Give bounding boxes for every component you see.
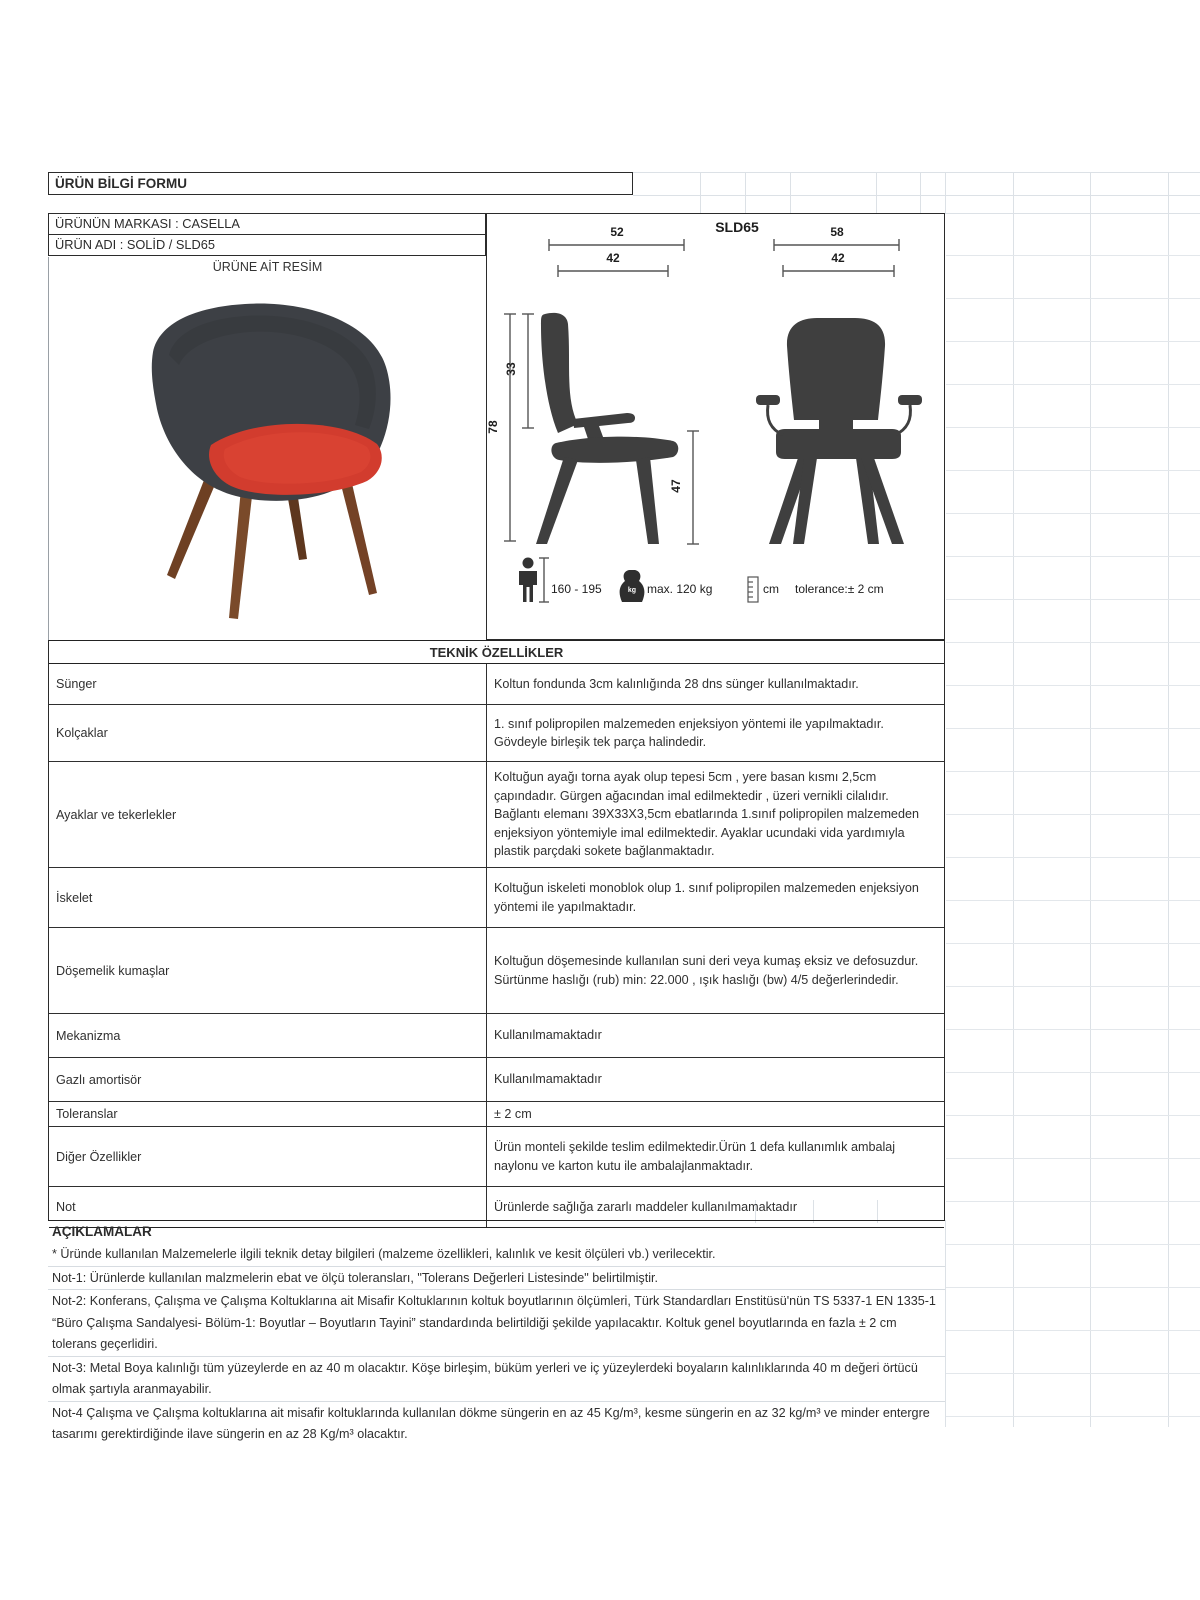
grid-line [745, 172, 746, 213]
grid-line [633, 195, 1200, 196]
spec-label: Ayaklar ve tekerlekler [49, 762, 487, 867]
note-item: Not-1: Ürünlerde kullanılan malzmelerin ebat ve ölçü toleransları, "Tolerans Değerleri Listesinde" belirtilmiştir. [48, 1267, 945, 1291]
model-code: SLD65 [715, 219, 759, 235]
dim-total-height: 78 [486, 420, 500, 434]
brand-line: ÜRÜNÜN MARKASI : CASELLA [48, 213, 486, 235]
image-caption: ÜRÜNE AİT RESİM [48, 257, 486, 278]
kg-glyph: kg [627, 587, 637, 594]
spec-label: İskelet [49, 868, 487, 927]
spec-value: 1. sınıf polipropilen malzemeden enjeksiyon yöntemi ile yapılmaktadır. Gövdeyle birleşik tek parça halindedir. [494, 716, 884, 749]
dimension-diagram-panel [486, 213, 945, 640]
note-item: Not-4 Çalışma ve Çalışma koltuklarına ait misafir koltuklarında kullanılan dökme süngerin en az 45 Kg/m³, kesme süngerin en az 32 kg/m³ ve minder entergre tasarımı gerektirdiğinde ilave süngerin en az 28 Kg/m³ olacaktır. [52, 1405, 930, 1441]
note-item: * Üründe kullanılan Malzemelerle ilgili teknik detay bilgileri (malzeme özellikleri, kalınlık ve kesit ölçüleri vb.) verilecektir. [48, 1243, 945, 1267]
dim-front-width: 58 [830, 225, 844, 239]
product-photo [145, 297, 395, 627]
form-title: ÜRÜN BİLGİ FORMU [48, 172, 633, 195]
spec-value: Ürünlerde sağlığa zararlı maddeler kullanılmamaktadır [494, 1199, 798, 1214]
table-row [49, 705, 944, 762]
note-item: Not-2: Konferans, Çalışma ve Çalışma Koltuklarına ait Misafir Koltuklarının koltuk boyutlarının ölçümleri, Türk Standardları Enstitüsü'nün TS 5337-1 EN 1335-1 “Büro Çalışma Sandalyesi- Bölüm-1: Boyutlar – Boyutların Tayini” standardında belirtildiği şekilde yapılacaktır. Koltuk genel boyutlarında en fazla ± 2 cm tolerans geçerlidiri. [48, 1290, 945, 1357]
spec-value: ± 2 cm [494, 1106, 532, 1121]
spec-label: Kolçaklar [49, 705, 487, 761]
spec-label: Sünger [49, 664, 487, 704]
grid-line [945, 172, 946, 213]
spec-table [48, 640, 945, 1220]
table-row [49, 1127, 944, 1187]
spec-label: Diğer Özellikler [49, 1127, 487, 1186]
grid-line [920, 172, 921, 213]
unit-label: cm [763, 582, 779, 596]
spec-label: Döşemelik kumaşlar [49, 928, 487, 1013]
grid-line [790, 172, 791, 213]
product-name-line: ÜRÜN ADI : SOLİD / SLD65 [48, 234, 486, 256]
table-row [49, 762, 944, 868]
grid-line [633, 172, 1200, 173]
person-height-range: 160 - 195 [551, 582, 602, 596]
spec-value: Ürün monteli şekilde teslim edilmektedir.Ürün 1 defa kullanımlık ambalaj naylonu ve karton kutu ile ambalajlanmaktadır. [494, 1140, 896, 1173]
explanations-header: AÇIKLAMALAR [48, 1220, 945, 1243]
chair-side-view [536, 313, 678, 544]
grid-line [876, 172, 877, 213]
note-item: Not-3: Metal Boya kalınlığı tüm yüzeylerde en az 40 m olacaktır. Köşe birleşim, büküm yerleri ve iç yüzeylerdeki boyaların kalınlıklarında 40 m değeri örtücü olmak şartıyla aranmayabilir. [48, 1357, 945, 1402]
chair-front-view [756, 318, 922, 544]
spec-label: Mekanizma [49, 1014, 487, 1057]
chair-photo-illustration [145, 297, 395, 627]
ruler-icon [748, 577, 758, 602]
table-row [49, 1058, 944, 1102]
grid-rows [946, 213, 1200, 1427]
table-row [49, 1014, 944, 1058]
spec-value: Koltuğun döşemesinde kullanılan suni deri veya kumaş eksiz ve defosuzdur. Sürtünme haslığı (rub) min: 22.000 , ışık haslığı (bw) 4/5 değerlerindedir. [494, 954, 919, 987]
spec-value: Koltuğun iskeleti monoblok olup 1. sınıf polipropilen malzemeden enjeksiyon yöntemi ile yapılmaktadır. [494, 881, 919, 914]
dim-side-seat-width: 42 [606, 251, 620, 265]
grid-line [700, 172, 701, 213]
spec-value: Koltun fondunda 3cm kalınlığında 28 dns sünger kullanılmaktadır. [494, 676, 859, 691]
photo-area-border [48, 278, 49, 640]
spec-label: Not [49, 1187, 487, 1227]
tolerance-label: tolerance:± 2 cm [795, 582, 884, 596]
spec-label: Toleranslar [49, 1102, 487, 1126]
table-row [49, 1102, 944, 1127]
weight-icon [620, 570, 645, 602]
spec-value: Kullanılmamaktadır [494, 1072, 602, 1087]
person-icon [519, 558, 537, 603]
dim-front-seat-width: 42 [831, 251, 845, 265]
table-row [49, 664, 944, 705]
dim-side-width: 52 [610, 225, 624, 239]
table-row [49, 868, 944, 928]
spec-value: Koltuğun ayağı torna ayak olup tepesi 5cm , yere basan kısmı 2,5cm çapındadır. Gürgen ağacından imal edilmektedir , üzeri vernikli cilalıdır. Bağlantı elemanı 39X33X3,5cm ebatlarında 1.sınıf polipropilen malzemeden enjeksiyon yöntemiyle imal edilmektedir. Ayaklar ucundaki vida yardımıyla plastik parçdaki sokete bağlanmaktadır. [494, 770, 919, 859]
table-row [49, 928, 944, 1014]
explanations-section [48, 1220, 945, 1446]
spec-value: Kullanılmamaktadır [494, 1028, 602, 1043]
dim-seat-height: 47 [669, 479, 683, 493]
spec-table-header: TEKNİK ÖZELLİKLER [49, 640, 944, 664]
dimension-diagram [487, 214, 943, 638]
max-weight-label: max. 120 kg [647, 582, 713, 596]
spec-label: Gazlı amortisör [49, 1058, 487, 1101]
dim-back-height: 33 [504, 362, 518, 376]
